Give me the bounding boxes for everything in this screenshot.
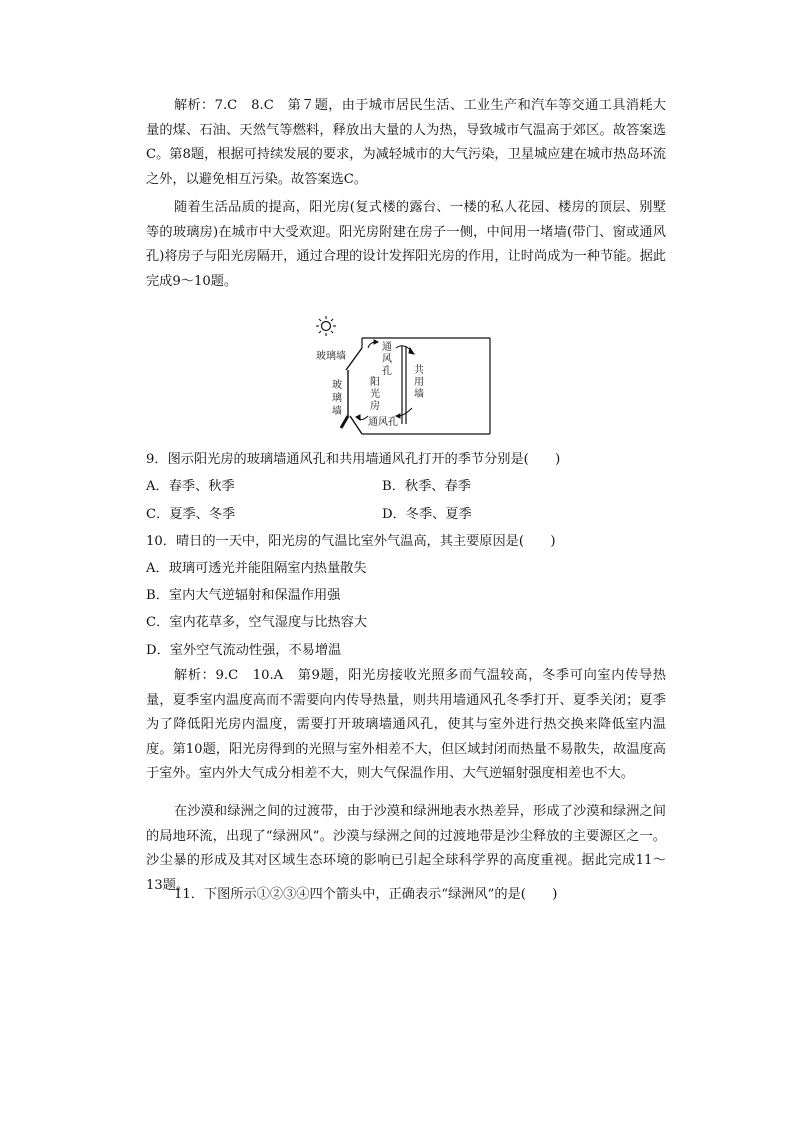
label-sunroom-3: 房 (370, 401, 380, 412)
question-10-option-a: A．玻璃可透光并能阻隔室内热量散失 (146, 561, 367, 576)
question-9-option-c: C．夏季、冬季 (146, 507, 236, 522)
label-sunroom-1: 阳 (370, 377, 380, 388)
label-glass-wall-top: 玻璃墙 (316, 351, 346, 362)
question-11-stem: 11．下图所示①②③④四个箭头中，正确表示“绿洲风”的是( ) (174, 887, 558, 902)
label-vent-top-3: 孔 (382, 366, 392, 377)
question-9-option-a: A．春季、秋季 (146, 479, 235, 494)
question-10-stem: 10．晴日的一天中，阳光房的气温比室外气温高，其主要原因是( ) (146, 534, 556, 549)
label-vent-top-1: 通 (382, 342, 392, 353)
sunroom-diagram (306, 312, 506, 442)
label-glass-wall-side-3: 墙 (332, 406, 342, 417)
label-vent-bottom: 通风孔 (368, 417, 398, 428)
label-vent-top-2: 风 (382, 354, 392, 365)
answer-explanation-7-8: 解析：7.C 8.C 第７题，由于城市居民生活、工业生产和汽车等交通工具消耗大量的煤、石油、天然气等燃料，释放出大量的人为热，导致城市气温高于郊区。故答案选C。第8题，根据可持续发展的要求，为减轻城市的大气污染，卫星城应建在城市热岛环流之外，以避免相互污染。故答案选C。 (146, 98, 666, 187)
question-9-option-b: B．秋季、春季 (382, 479, 471, 494)
label-shared-wall-1: 共 (414, 365, 424, 376)
label-shared-wall-2: 用 (414, 377, 424, 388)
sun-icon (316, 316, 336, 336)
question-10-option-d: D．室外空气流动性强，不易增温 (146, 643, 342, 658)
question-9-stem: 9．图示阳光房的玻璃墙通风孔和共用墙通风孔打开的季节分别是( ) (146, 452, 561, 467)
label-shared-wall-3: 墙 (414, 389, 424, 400)
question-10-option-b: B．室内大气逆辐射和保温作用强 (146, 588, 341, 603)
question-10-option-c: C．室内花草多，空气湿度与比热容大 (146, 615, 368, 630)
label-sunroom-2: 光 (370, 389, 380, 400)
label-glass-wall-side-2: 璃 (332, 393, 342, 404)
answer-explanation-9-10: 解析：9.C 10.A 第9题，阳光房接收光照多而气温较高，冬季可向室内传导热量，夏季室内温度高而不需要向内传导热量，则共用墙通风孔冬季打开、夏季关闭；夏季为了降低阳光房内温度，需要打开玻璃墙通风孔，使其与室外进行热交换来降低室内温度。第10题，阳光房得到的光照与室外相差不大，但区域封闭而热量不易散失，故温度高于室外。室内外大气成分相差不大，则大气保温作用、大气逆辐射强度相差也不大。 (146, 668, 666, 781)
shared-wall (402, 346, 406, 424)
question-9-option-d: D．冬季、夏季 (382, 507, 472, 522)
label-glass-wall-side-1: 玻 (332, 380, 342, 391)
oasis-wind-intro: 在沙漠和绿洲之间的过渡带，由于沙漠和绿洲地表水热差异，形成了沙漠和绿洲之间的局地环流，出现了“绿洲风”。沙漠与绿洲之间的过渡地带是沙尘释放的主要源区之一。沙尘暴的形成及其对区域生态环境的影响已引起全球科学界的高度重视。据此完成11～13题。 (146, 804, 666, 893)
sunroom-intro: 随着生活品质的提高，阳光房(复式楼的露台、一楼的私人花园、楼房的顶层、别墅等的玻璃房)在城市中大受欢迎。阳光房附建在房子一侧，中间用一堵墙(带门、窗或通风孔)将房子与阳光房隔开，通过合理的设计发挥阳光房的作用，让时尚成为一种节能。据此完成9～10题。 (146, 200, 666, 289)
